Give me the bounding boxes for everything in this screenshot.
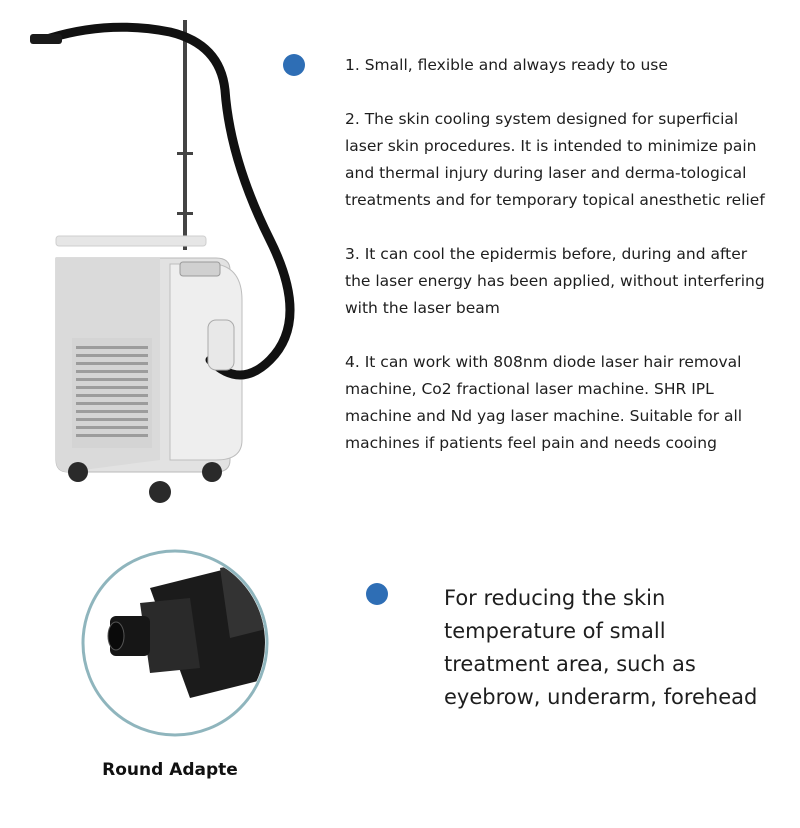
usage-text: For reducing the skin temperature of small treatment area, such as eyebrow, underarm, forehead <box>444 586 758 709</box>
features-list <box>345 52 765 484</box>
cooling-machine-image <box>20 20 330 520</box>
feature-item-3: 3. It can cool the epidermis before, during and after the laser energy has been applied, without interfering with the laser beam <box>345 245 765 317</box>
feature-item-4: 4. It can work with 808nm diode laser hair removal machine, Co2 fractional laser machine. SHR IPL machine and Nd yag laser machine. Suitable for all machines if patients feel pain and needs cooing <box>345 353 743 452</box>
adapter-caption: Round Adapte <box>102 760 238 780</box>
bullet-icon <box>366 583 388 605</box>
feature-item-2: 2. The skin cooling system designed for superficial laser skin procedures. It is intended to minimize pain and thermal injury during laser and derma-tological treatments and for temporary topical anesthetic relief <box>345 110 765 209</box>
feature-item-1: 1. Small, flexible and always ready to use <box>345 56 668 74</box>
round-adapter-image <box>80 548 270 738</box>
bullet-icon <box>283 54 305 76</box>
